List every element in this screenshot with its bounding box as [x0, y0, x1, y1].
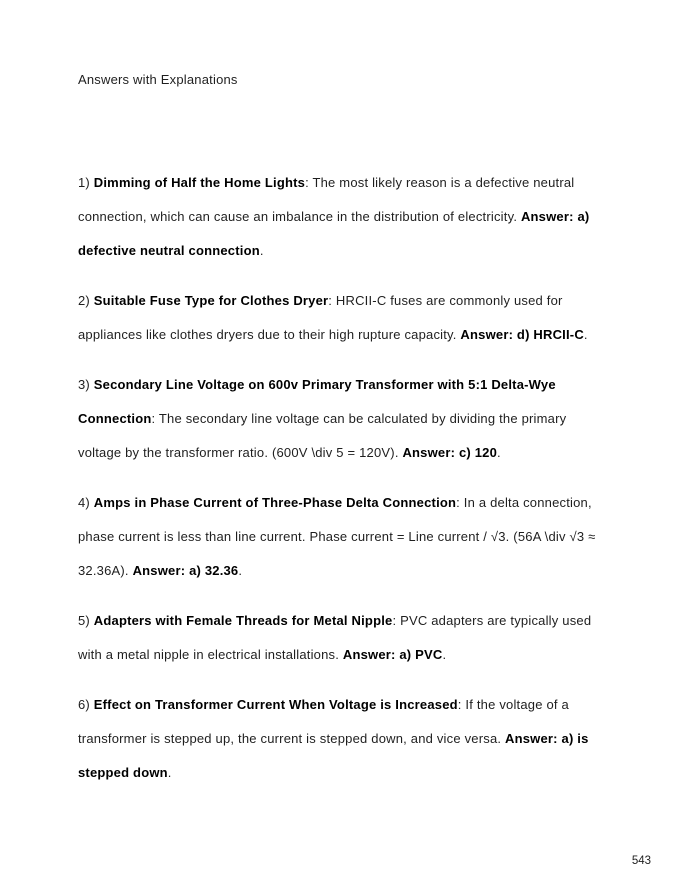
answer-bold-segment: Amps in Phase Current of Three-Phase Delta Connection	[93, 495, 457, 510]
answer-item	[78, 284, 610, 352]
answer-bold-segment: Secondary Line Voltage on 600v Primary Transformer with 5:1 Delta-Wye Connection	[78, 377, 556, 426]
answer-text-segment: 4)	[78, 495, 94, 510]
answer-bold-segment: Answer: c) 120	[402, 445, 498, 460]
answer-text-segment: .	[497, 445, 501, 460]
answer-text-segment: 5)	[78, 613, 94, 628]
answer-item	[78, 368, 610, 470]
answer-text-segment: : If the voltage of a transformer is stepped up, the current is stepped down, and vice versa.	[78, 697, 569, 746]
answer-text-segment: : PVC adapters are typically used with a metal nipple in electrical installations.	[78, 613, 592, 662]
answer-text-segment: 1)	[78, 175, 94, 190]
answer-text-segment: .	[259, 243, 264, 258]
answer-bold-segment: Answer: d) HRCII-C	[460, 327, 584, 342]
answer-bold-segment: Answer: a) defective neutral connection	[78, 209, 590, 258]
answer-text-segment: .	[583, 327, 588, 342]
page-number: 543	[631, 855, 651, 867]
answer-item	[78, 688, 610, 790]
answer-text-segment: : HRCII-C fuses are commonly used for appliances like clothes dryers due to their high rupture capacity.	[78, 293, 563, 342]
answer-item	[78, 486, 610, 588]
answer-text-segment: .	[442, 647, 447, 662]
answers-list	[78, 166, 610, 806]
answer-text-segment: : The secondary line voltage can be calculated by dividing the primary voltage by the transformer ratio. (600V \div 5 = 120V).	[78, 411, 567, 460]
answer-text-segment: 6)	[78, 697, 94, 712]
answer-text-segment: .	[238, 563, 243, 578]
answer-item	[78, 604, 610, 672]
answer-bold-segment: Dimming of Half the Home Lights	[93, 175, 306, 190]
answer-text-segment: .	[167, 765, 172, 780]
answer-bold-segment: Answer: a) is stepped down	[78, 731, 589, 780]
answer-text-segment: 3)	[78, 377, 94, 392]
answer-text-segment: : The most likely reason is a defective neutral connection, which can cause an imbalance in the distribution of electricity.	[78, 175, 575, 224]
answer-text-segment: 2)	[78, 293, 94, 308]
page-title: Answers with Explanations	[78, 72, 238, 87]
answer-bold-segment: Answer: a) PVC	[342, 647, 443, 662]
answer-bold-segment: Answer: a) 32.36	[132, 563, 239, 578]
answer-bold-segment: Suitable Fuse Type for Clothes Dryer	[93, 293, 329, 308]
answer-text-segment: : In a delta connection, phase current is less than line current. Phase current = Line current / √3. (56A \div √3 ≈ 32.36A).	[78, 495, 596, 578]
answer-item	[78, 166, 610, 268]
answer-bold-segment: Effect on Transformer Current When Voltage is Increased	[93, 697, 458, 712]
answer-bold-segment: Adapters with Female Threads for Metal Nipple	[93, 613, 393, 628]
